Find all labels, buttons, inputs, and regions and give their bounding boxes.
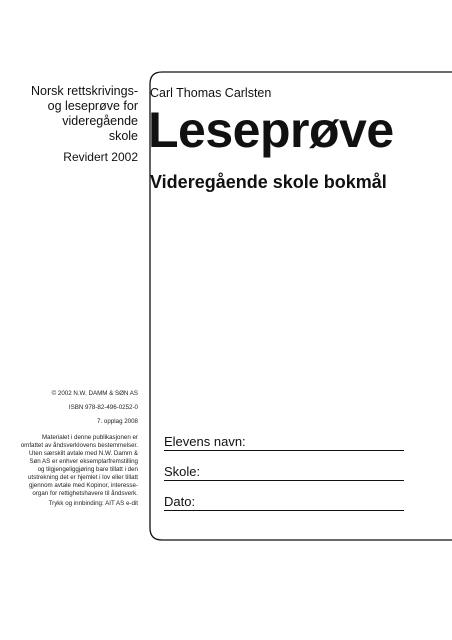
- legal-line: Søn AS er enhver eksemplarfremstilling: [29, 458, 138, 465]
- print-info: Trykk og innbinding: AIT AS e-dit: [48, 500, 138, 507]
- legal-line: Materialet i denne publikasjonen er: [42, 434, 138, 441]
- date-field[interactable]: [164, 490, 404, 511]
- revision-note: Revidert 2002: [63, 150, 138, 164]
- description-line: Norsk rettskrivings-: [31, 84, 138, 98]
- description-line: videregående: [62, 114, 138, 128]
- page-subtitle: Videregående skole bokmål: [150, 172, 387, 192]
- page-title: Leseprøve: [148, 102, 394, 158]
- legal-line: og tilgjengeliggjøring bare tillatt i den: [37, 466, 138, 473]
- legal-line: utstrekning det er hjemlet i lov eller tillatt: [27, 474, 138, 481]
- edition: 7. opplag 2008: [97, 418, 138, 425]
- legal-line: gjennom avtale med Kopinor, interesse-: [28, 482, 138, 489]
- school-label: Skole:: [164, 464, 201, 479]
- legal-line: omfattet av åndsverklovens bestemmelser.: [20, 442, 138, 449]
- description-line: skole: [108, 129, 138, 143]
- school-field[interactable]: [164, 460, 404, 481]
- legal-line: Uten særskilt avtale med N.W. Damm &: [29, 450, 138, 457]
- isbn: ISBN 978-82-496-0252-0: [68, 404, 138, 411]
- student-name-label: Elevens navn:: [164, 434, 246, 449]
- date-label: Dato:: [164, 494, 196, 509]
- student-name-field[interactable]: [164, 430, 404, 451]
- copyright-notice: © 2002 N.W. DAMM & SØN AS: [51, 390, 138, 397]
- legal-line: organ for rettighetshavere til åndsverk.: [32, 490, 138, 497]
- author-name: Carl Thomas Carlsten: [150, 86, 272, 100]
- description-line: og leseprøve for: [47, 99, 138, 113]
